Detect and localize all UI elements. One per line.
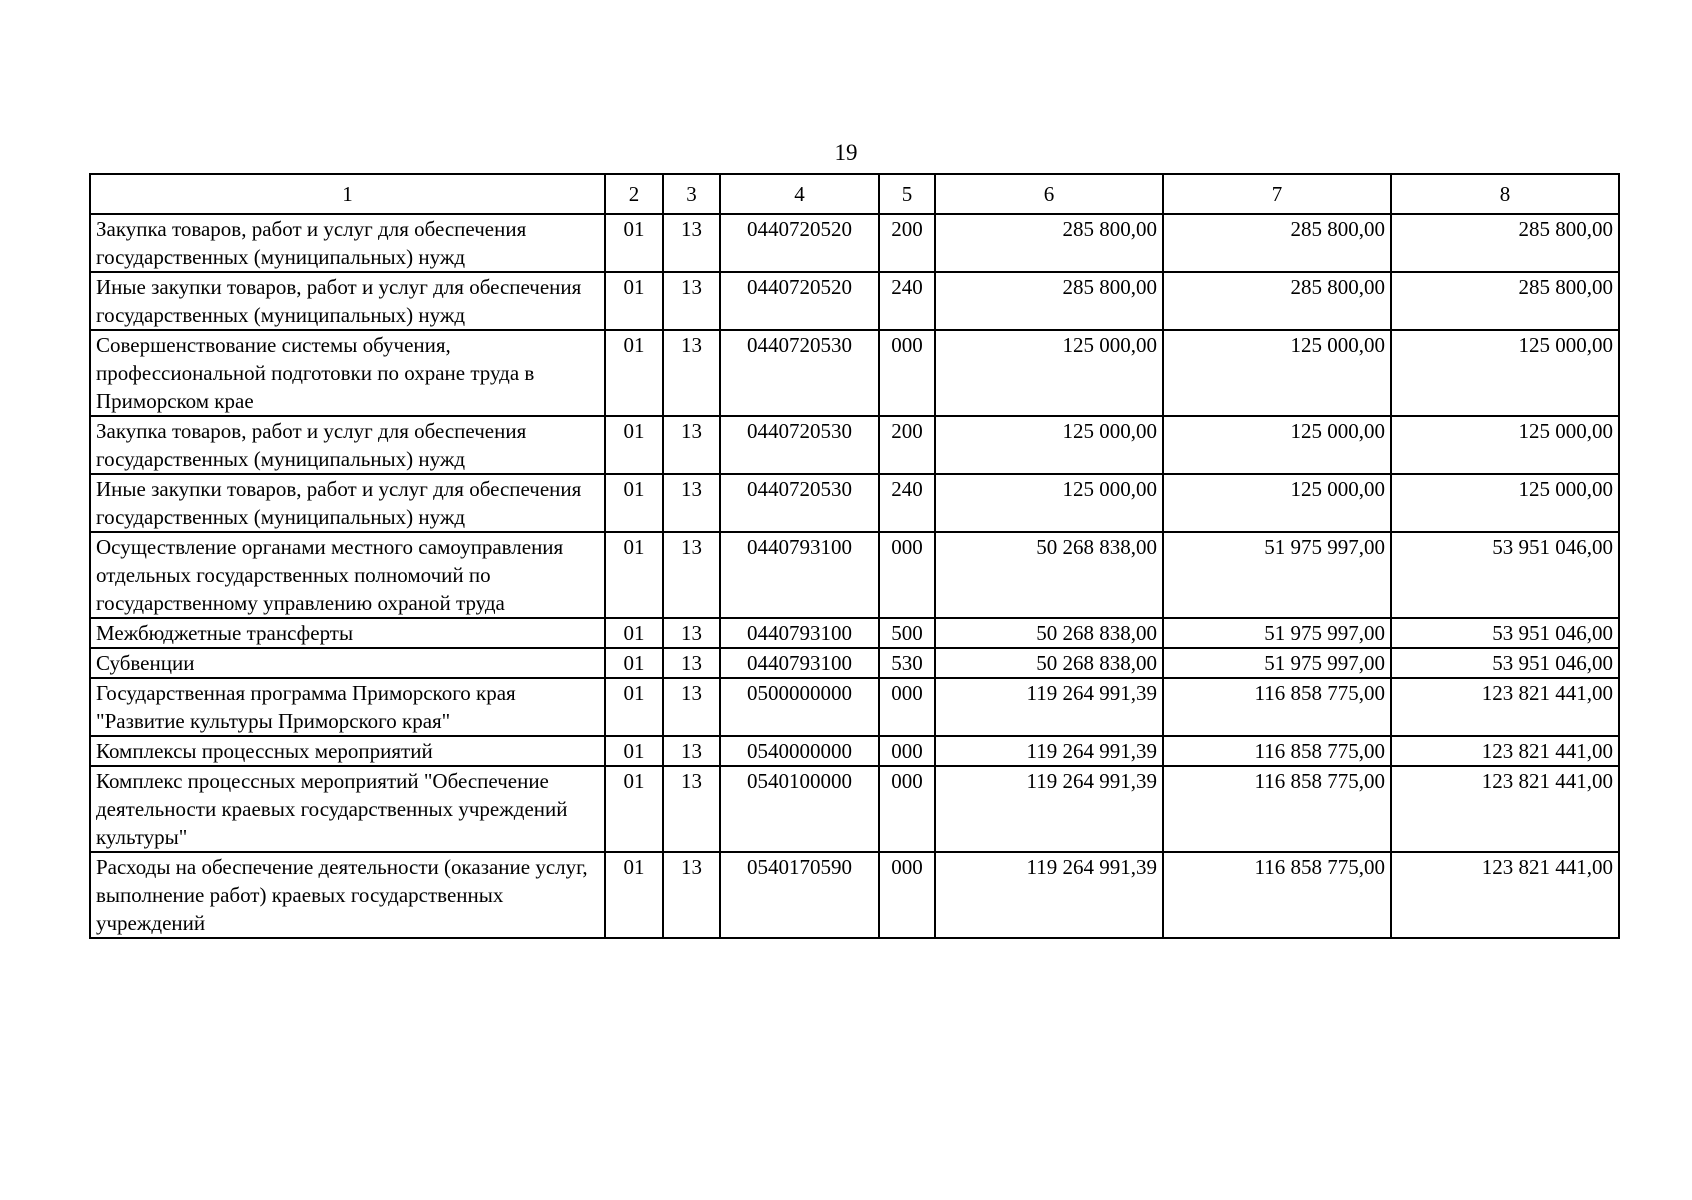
amount-col7-cell: 125 000,00 (1163, 416, 1391, 474)
section-code-cell: 01 (605, 416, 663, 474)
header-cell: 6 (935, 174, 1163, 214)
target-article-cell: 0440720530 (720, 416, 879, 474)
section-code-cell: 01 (605, 474, 663, 532)
section-code-cell: 01 (605, 618, 663, 648)
table-row (90, 214, 1619, 272)
table-row (90, 852, 1619, 938)
expense-type-cell: 000 (879, 330, 935, 416)
amount-col7-cell: 51 975 997,00 (1163, 648, 1391, 678)
amount-col6-cell: 285 800,00 (935, 214, 1163, 272)
expense-type-cell: 000 (879, 766, 935, 852)
header-row (90, 174, 1619, 214)
header-cell: 5 (879, 174, 935, 214)
amount-col6-cell: 119 264 991,39 (935, 852, 1163, 938)
target-article-cell: 0540100000 (720, 766, 879, 852)
amount-col6-cell: 125 000,00 (935, 474, 1163, 532)
subsection-code-cell: 13 (663, 416, 720, 474)
amount-col8-cell: 123 821 441,00 (1391, 852, 1619, 938)
amount-col7-cell: 51 975 997,00 (1163, 618, 1391, 648)
amount-col8-cell: 125 000,00 (1391, 330, 1619, 416)
target-article-cell: 0540170590 (720, 852, 879, 938)
header-cell: 2 (605, 174, 663, 214)
amount-col8-cell: 125 000,00 (1391, 416, 1619, 474)
table-row (90, 532, 1619, 618)
amount-col7-cell: 116 858 775,00 (1163, 766, 1391, 852)
row-name-cell: Закупка товаров, работ и услуг для обеспечения государственных (муниципальных) нужд (90, 416, 605, 474)
amount-col7-cell: 285 800,00 (1163, 272, 1391, 330)
section-code-cell: 01 (605, 214, 663, 272)
amount-col8-cell: 285 800,00 (1391, 214, 1619, 272)
expense-type-cell: 500 (879, 618, 935, 648)
target-article-cell: 0440720520 (720, 272, 879, 330)
header-cell: 3 (663, 174, 720, 214)
table-body (90, 214, 1619, 938)
subsection-code-cell: 13 (663, 330, 720, 416)
section-code-cell: 01 (605, 678, 663, 736)
header-cell: 4 (720, 174, 879, 214)
amount-col6-cell: 50 268 838,00 (935, 618, 1163, 648)
section-code-cell: 01 (605, 648, 663, 678)
amount-col8-cell: 285 800,00 (1391, 272, 1619, 330)
subsection-code-cell: 13 (663, 474, 720, 532)
table-row (90, 648, 1619, 678)
section-code-cell: 01 (605, 272, 663, 330)
table-row (90, 330, 1619, 416)
section-code-cell: 01 (605, 330, 663, 416)
row-name-cell: Расходы на обеспечение деятельности (оказание услуг, выполнение работ) краевых государственных учреждений (90, 852, 605, 938)
target-article-cell: 0440720530 (720, 474, 879, 532)
row-name-cell: Межбюджетные трансферты (90, 618, 605, 648)
header-cell: 1 (90, 174, 605, 214)
expense-type-cell: 530 (879, 648, 935, 678)
row-name-cell: Комплексы процессных мероприятий (90, 736, 605, 766)
section-code-cell: 01 (605, 736, 663, 766)
row-name-cell: Субвенции (90, 648, 605, 678)
amount-col6-cell: 50 268 838,00 (935, 532, 1163, 618)
amount-col6-cell: 119 264 991,39 (935, 678, 1163, 736)
expense-type-cell: 240 (879, 272, 935, 330)
target-article-cell: 0440793100 (720, 532, 879, 618)
target-article-cell: 0500000000 (720, 678, 879, 736)
amount-col6-cell: 119 264 991,39 (935, 736, 1163, 766)
subsection-code-cell: 13 (663, 648, 720, 678)
amount-col7-cell: 285 800,00 (1163, 214, 1391, 272)
row-name-cell: Комплекс процессных мероприятий "Обеспечение деятельности краевых государственных учреждений культуры" (90, 766, 605, 852)
amount-col7-cell: 116 858 775,00 (1163, 736, 1391, 766)
subsection-code-cell: 13 (663, 678, 720, 736)
amount-col8-cell: 53 951 046,00 (1391, 532, 1619, 618)
amount-col8-cell: 125 000,00 (1391, 474, 1619, 532)
section-code-cell: 01 (605, 766, 663, 852)
table-row (90, 736, 1619, 766)
expense-type-cell: 000 (879, 678, 935, 736)
section-code-cell: 01 (605, 532, 663, 618)
table-row (90, 474, 1619, 532)
amount-col6-cell: 50 268 838,00 (935, 648, 1163, 678)
row-name-cell: Осуществление органами местного самоуправления отдельных государственных полномочий по государственному управлению охраной труда (90, 532, 605, 618)
row-name-cell: Государственная программа Приморского края "Развитие культуры Приморского края" (90, 678, 605, 736)
subsection-code-cell: 13 (663, 736, 720, 766)
expense-type-cell: 000 (879, 736, 935, 766)
amount-col7-cell: 51 975 997,00 (1163, 532, 1391, 618)
table-row (90, 618, 1619, 648)
header-cell: 8 (1391, 174, 1619, 214)
amount-col8-cell: 123 821 441,00 (1391, 678, 1619, 736)
amount-col6-cell: 285 800,00 (935, 272, 1163, 330)
amount-col7-cell: 116 858 775,00 (1163, 678, 1391, 736)
amount-col7-cell: 125 000,00 (1163, 474, 1391, 532)
amount-col7-cell: 116 858 775,00 (1163, 852, 1391, 938)
expense-type-cell: 000 (879, 852, 935, 938)
table-row (90, 766, 1619, 852)
amount-col6-cell: 119 264 991,39 (935, 766, 1163, 852)
target-article-cell: 0440720530 (720, 330, 879, 416)
amount-col7-cell: 125 000,00 (1163, 330, 1391, 416)
amount-col8-cell: 123 821 441,00 (1391, 766, 1619, 852)
page-number: 19 (834, 140, 858, 165)
header-cell: 7 (1163, 174, 1391, 214)
expense-type-cell: 200 (879, 416, 935, 474)
target-article-cell: 0440793100 (720, 648, 879, 678)
amount-col8-cell: 123 821 441,00 (1391, 736, 1619, 766)
table-row (90, 272, 1619, 330)
expense-type-cell: 000 (879, 532, 935, 618)
row-name-cell: Совершенствование системы обучения, профессиональной подготовки по охране труда в Приморском крае (90, 330, 605, 416)
subsection-code-cell: 13 (663, 766, 720, 852)
amount-col6-cell: 125 000,00 (935, 416, 1163, 474)
row-name-cell: Закупка товаров, работ и услуг для обеспечения государственных (муниципальных) нужд (90, 214, 605, 272)
section-code-cell: 01 (605, 852, 663, 938)
budget-table (89, 173, 1620, 939)
target-article-cell: 0440720520 (720, 214, 879, 272)
subsection-code-cell: 13 (663, 272, 720, 330)
target-article-cell: 0540000000 (720, 736, 879, 766)
expense-type-cell: 240 (879, 474, 935, 532)
subsection-code-cell: 13 (663, 214, 720, 272)
subsection-code-cell: 13 (663, 852, 720, 938)
row-name-cell: Иные закупки товаров, работ и услуг для обеспечения государственных (муниципальных) нужд (90, 272, 605, 330)
expense-type-cell: 200 (879, 214, 935, 272)
table-row (90, 416, 1619, 474)
target-article-cell: 0440793100 (720, 618, 879, 648)
subsection-code-cell: 13 (663, 532, 720, 618)
table-row (90, 678, 1619, 736)
amount-col6-cell: 125 000,00 (935, 330, 1163, 416)
row-name-cell: Иные закупки товаров, работ и услуг для обеспечения государственных (муниципальных) нужд (90, 474, 605, 532)
amount-col8-cell: 53 951 046,00 (1391, 618, 1619, 648)
amount-col8-cell: 53 951 046,00 (1391, 648, 1619, 678)
subsection-code-cell: 13 (663, 618, 720, 648)
